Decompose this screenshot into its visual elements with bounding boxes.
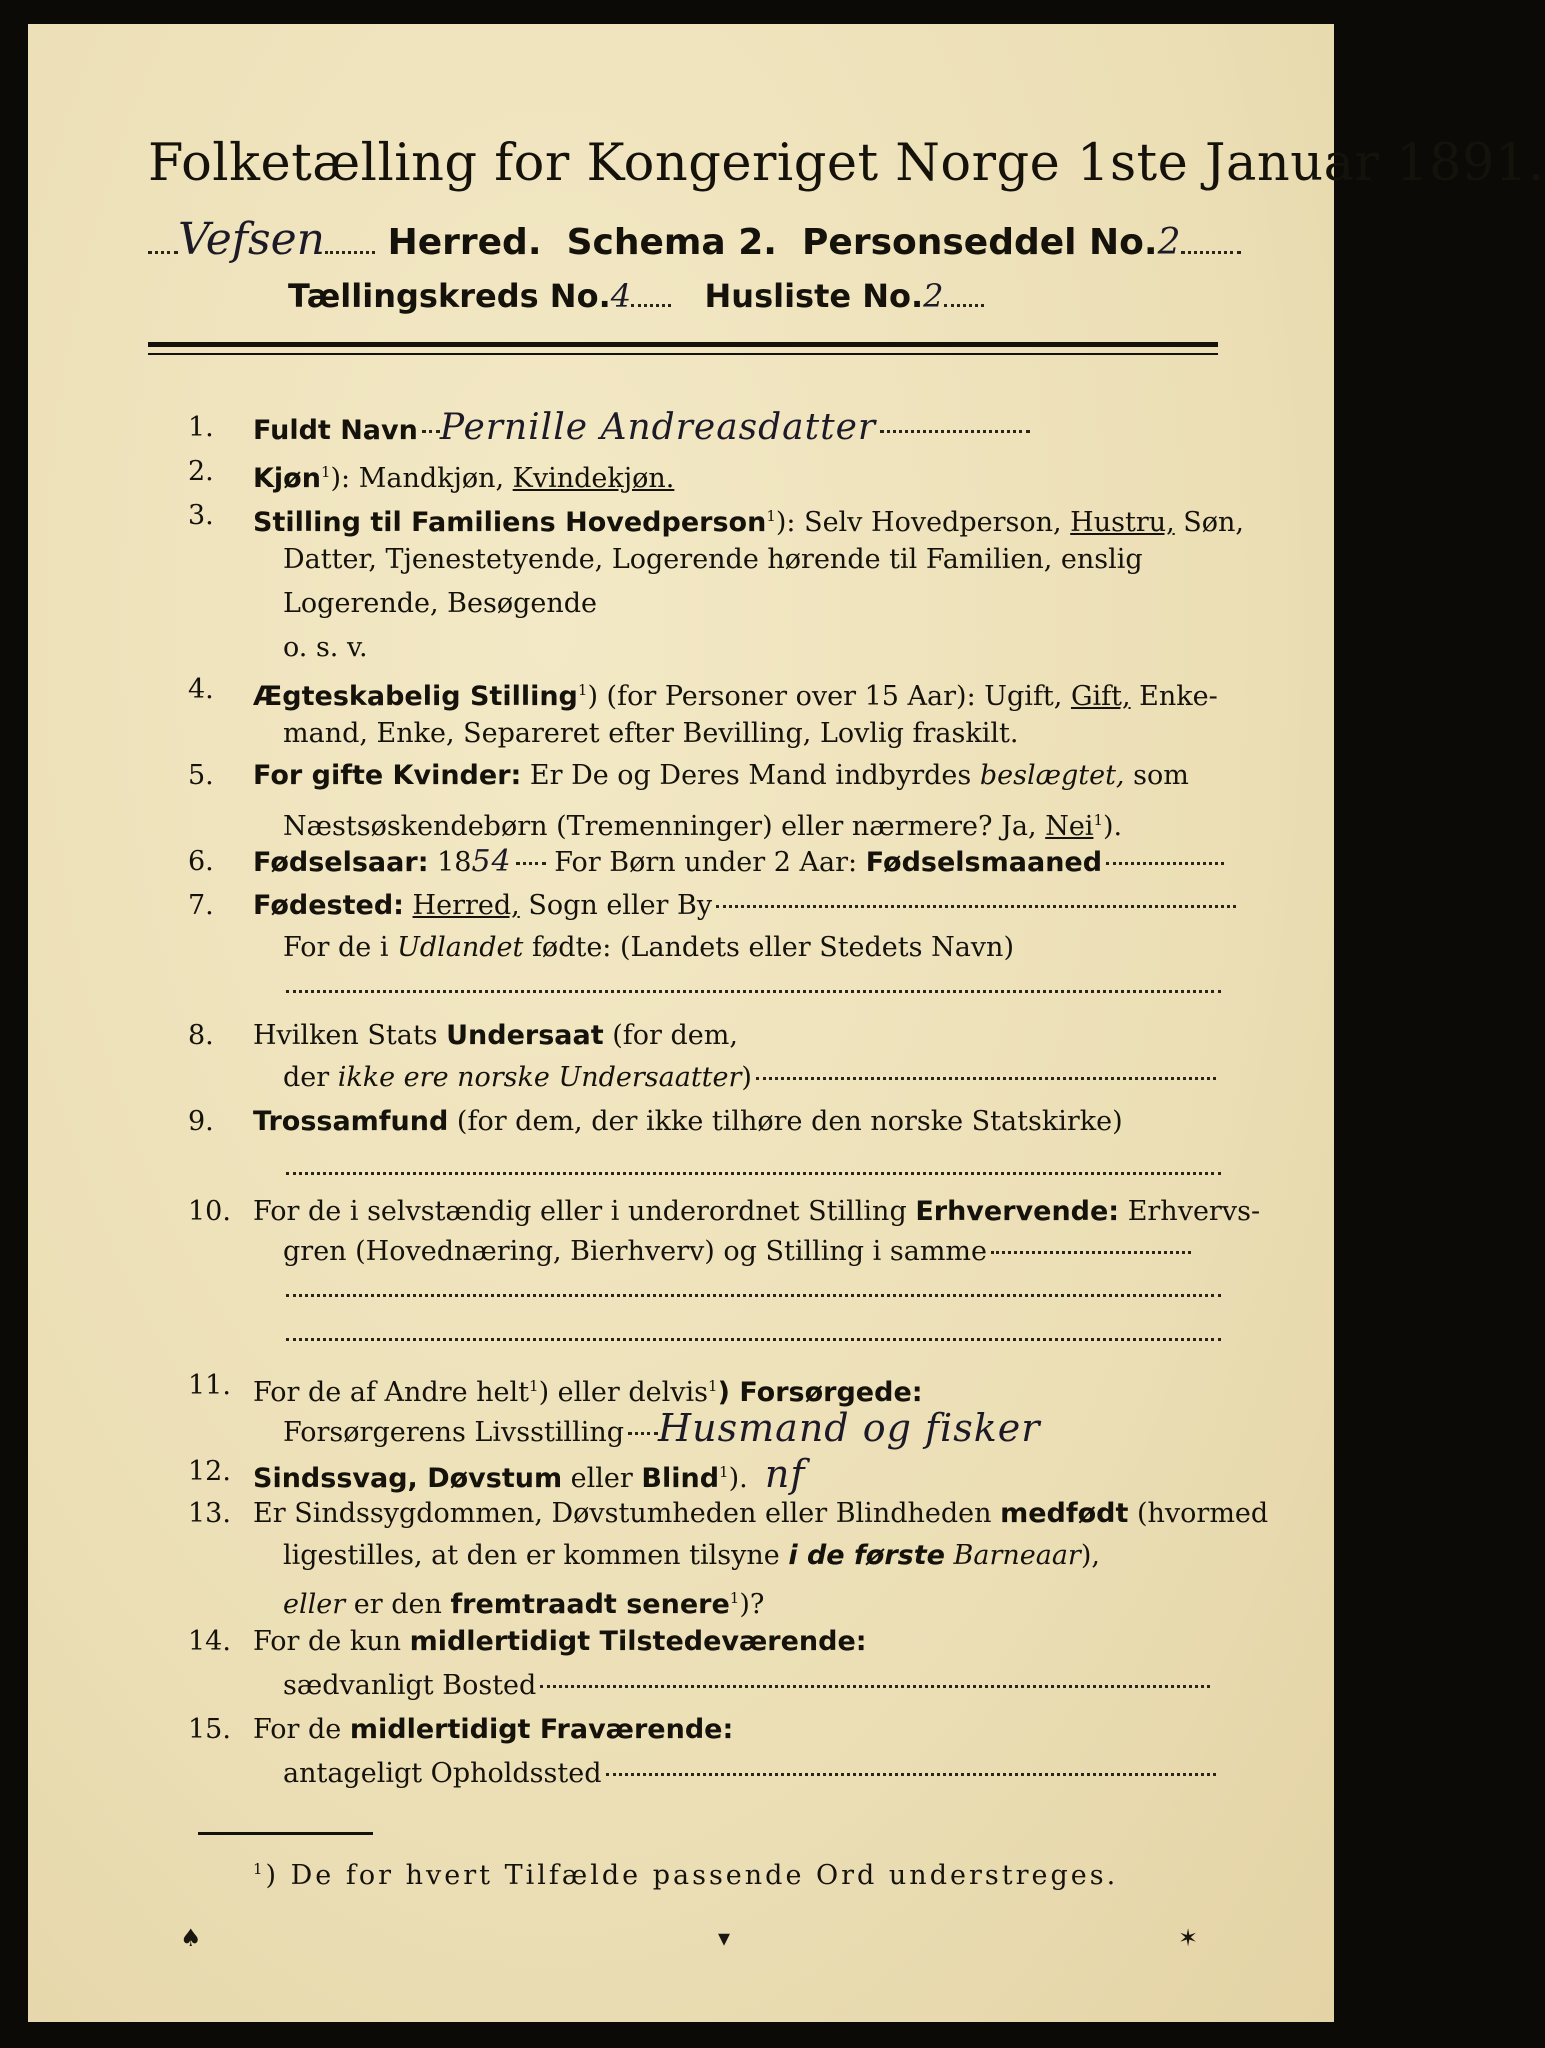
sex-label: Kjøn	[253, 463, 321, 494]
item-14-line-2: sædvanligt Bosted	[283, 1668, 1210, 1704]
footnote: $^1$) De for hvert Tilfælde passende Ord understreges.	[253, 1860, 1119, 1891]
item-6-number: 6.	[188, 846, 214, 877]
census-form-sheet: Folketælling for Kongeriget Norge 1ste Januar 1891. Vefsen Herred. Schema 2. Personseddel No.2 Tællingskreds No.4 Husliste No.2 1. Fuldt Navn Pernille Andreasdatter 2. Kjøn$^1$): Mandkjøn, Kvindekjøn. 3. Stilling til Familiens Hovedperson$^1$): Selv Hovedperson, Hustru, Søn, Datter, Tjenestetyende, Logerende hørende til Familien, enslig Logerende, Besøgende o. s. v. 4. Ægteskabelig Stilling$^1$) (for Personer over 15 Aar): Ugift, Gift, Enke- mand, Enke, Separeret efter Bevilling, Lovlig fraskilt. 5. For gifte Kvinder: Er De og Deres Mand indbyrdes beslægtet, som Næstsøskendebørn (Tremenninger) eller nærmere? Ja, Nei$^1$). 6. Fødselsaar: 1854 For Børn under 2 Aar: Fødselsmaaned 7. Fødested: Herred, Sogn eller By For de i Udlandet fødte: (Landets eller Stedets Navn) 8. Hvilken Stats Undersaat (for dem, der ikke ere norske Undersaatter) 9. Trossamfund (for dem, der ikke tilhøre den norske Statskirke) 10. For de i selvstændig eller i underordnet Stilling Erhvervende: Erhvervs- gren (Hovednæring, Bierhverv) og Stilling i samme 11. For de af Andre helt$^1$) eller delvis$^1$) Forsørgede: Forsørgerens Livsstilling Husmand og fisker 12. Sindssvag, Døvstum eller Blind$^1$). nf 13. Er Sindssygdommen, Døvstumheden eller Blindheden medfødt (hvormed ligestilles, at den er kommen tilsyne i de første Barneaar), eller er den fremtraadt senere$^1$)? 14. For de kun midlertidigt Tilstedeværende: sædvanligt Bosted 15. For de midlertidigt Fraværende: antageligt Opholdssted $^1$) De for hvert Tilfælde passende Ord understreges. ♠ ▾ ✶	[28, 24, 1334, 2022]
item-8-number: 8.	[188, 1020, 214, 1051]
header-rule-thick	[148, 342, 1218, 347]
herred-line	[148, 214, 1241, 265]
item-3-line-4: o. s. v.	[283, 632, 368, 663]
herred-handwritten: Vefsen	[178, 214, 326, 265]
occupation-label: Erhvervende:	[915, 1196, 1120, 1227]
item-14-number: 14.	[188, 1626, 231, 1657]
item-4-line-2: mand, Enke, Separeret efter Bevilling, Lovlig fraskilt.	[283, 718, 1019, 749]
form-title: Folketælling for Kongeriget Norge 1ste Januar 1891.	[148, 134, 1545, 193]
husliste-label: Husliste No.	[704, 277, 924, 315]
footnote-rule	[198, 1832, 373, 1835]
birthplace-label: Fødested:	[253, 890, 404, 921]
temporary-absent-label: midlertidigt Fraværende:	[349, 1714, 734, 1745]
item-7-line-2: For de i Udlandet fødte: (Landets eller Stedets Navn)	[283, 932, 1014, 963]
item-13-line-2: ligestilles, at den er kommen tilsyne i de første Barneaar),	[283, 1540, 1100, 1571]
kreds-label: Tællingskreds No.	[288, 277, 611, 315]
marital-status-label: Ægteskabelig Stilling	[253, 681, 578, 712]
related-answer: Nei	[1045, 811, 1094, 842]
supporter-occupation-answer: Husmand og fisker	[658, 1406, 1041, 1450]
herred-label: Herred.	[387, 222, 542, 263]
item-12-number: 12.	[188, 1456, 231, 1487]
corner-mark-center: ▾	[718, 1924, 731, 1952]
item-4-number: 4.	[188, 674, 214, 705]
personseddel-label: Personseddel No.	[802, 222, 1158, 263]
item-10-answer-line-2	[286, 1338, 1221, 1341]
header-rule-thin	[148, 353, 1218, 355]
supported-label: ) Forsørgede:	[717, 1377, 923, 1408]
item-8-line-2: der ikke ere norske Undersaatter)	[283, 1060, 1216, 1096]
schema-label: Schema 2.	[566, 222, 777, 263]
temporary-present-label: midlertidigt Tilstedeværende:	[409, 1626, 867, 1657]
birth-year-label: Fødselsaar:	[253, 847, 429, 878]
item-7-number: 7.	[188, 890, 214, 921]
corner-mark-left: ♠	[180, 1924, 202, 1952]
congenital-label: medfødt	[1000, 1498, 1129, 1529]
item-13-number: 13.	[188, 1498, 231, 1529]
birth-month-label: Fødselsmaaned	[865, 847, 1103, 878]
item-1-number: 1.	[188, 412, 214, 443]
citizenship-label: Undersaat	[446, 1020, 604, 1051]
item-10-number: 10.	[188, 1196, 231, 1227]
item-2-number: 2.	[188, 456, 214, 487]
item-11-line-2: Forsørgerens Livsstilling Husmand og fisker	[283, 1406, 1041, 1450]
disability-label: Sindssvag, Døvstum	[253, 1463, 563, 1494]
item-9-answer-line	[286, 1172, 1221, 1175]
personseddel-number: 2	[1157, 222, 1181, 263]
husliste-number: 2	[923, 277, 944, 315]
item-10-line-2: gren (Hovednæring, Bierhverv) og Stilling i samme	[283, 1234, 1191, 1270]
item-11-number: 11.	[188, 1370, 231, 1401]
kreds-number: 4	[610, 277, 632, 315]
birthplace-answer: Herred,	[412, 890, 520, 921]
item-3-line-2: Datter, Tjenestetyende, Logerende hørende til Familien, enslig	[283, 544, 1143, 575]
disability-answer: nf	[764, 1452, 806, 1496]
birth-year-answer: 54	[471, 844, 512, 879]
marital-status-answer: Gift,	[1070, 681, 1131, 712]
sex-answer-underlined: Kvindekjøn.	[512, 463, 675, 494]
item-5-line-2: Næstsøskendebørn (Tremenninger) eller nærmere? Ja, Nei$^1$).	[283, 811, 1123, 842]
full-name-label: Fuldt Navn	[253, 415, 418, 446]
item-15-number: 15.	[188, 1714, 231, 1745]
kreds-line	[288, 276, 984, 315]
married-women-label: For gifte Kvinder:	[253, 760, 522, 791]
item-5-number: 5.	[188, 760, 214, 791]
item-13-line-3: eller er den fremtraadt senere$^1$)?	[283, 1589, 765, 1620]
item-3-number: 3.	[188, 500, 214, 531]
corner-mark-right: ✶	[1178, 1924, 1199, 1952]
item-10-answer-line-1	[286, 1294, 1221, 1297]
item-9-number: 9.	[188, 1106, 214, 1137]
item-15-line-2: antageligt Opholdssted	[283, 1756, 1216, 1792]
religion-label: Trossamfund	[253, 1106, 449, 1137]
item-3-line-3: Logerende, Besøgende	[283, 588, 597, 619]
family-position-answer: Hustru,	[1070, 507, 1175, 538]
full-name-answer: Pernille Andreasdatter	[439, 407, 877, 448]
family-position-label: Stilling til Familiens Hovedperson	[253, 507, 767, 538]
item-7-answer-line	[286, 990, 1221, 993]
